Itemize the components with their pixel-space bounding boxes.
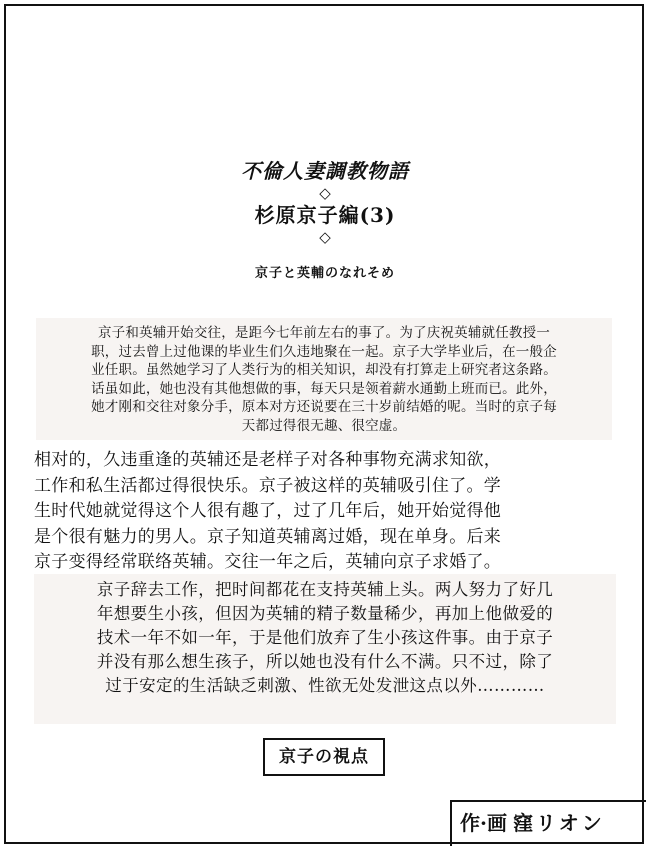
credit-author: 窪リオン: [512, 811, 605, 835]
paragraph-3-line: 京子辞去工作，把时间都花在支持英辅上头。两人努力了好几: [96, 580, 554, 599]
paragraph-1-line: 天都过得很无趣、很空虚。: [241, 417, 407, 434]
paragraph-1-line: 她才刚和交往对象分手，原本对方还说要在三十岁前结婚的呢。当时的京子每: [91, 399, 557, 415]
story-title: 不倫人妻調教物語: [241, 159, 409, 183]
paragraph-1-line: 职，过去曾上过他课的毕业生们久违地聚在一起。京子大学毕业后，在一般企: [91, 343, 557, 360]
paragraph-1-line: 京子和英辅开始交往，是距今七年前左右的事了。为了庆祝英辅就任教授一: [97, 325, 551, 341]
paragraph-3-line: 过于安定的生活缺乏刺激、性欲无处发泄这点以外…………: [105, 676, 545, 695]
paragraph-2-line: 工作和私生活都过得很快乐。京子被这样的英辅吸引住了。学: [34, 475, 502, 496]
paragraph-3-line: 技术一年不如一年，于是他们放弃了生小孩这件事。由于京子: [96, 628, 554, 647]
author-credit: [450, 800, 646, 846]
paragraph-2-line: 相对的，久违重逢的英辅还是老样子对各种事物充满求知欲，: [34, 450, 502, 470]
title-block: [0, 158, 650, 246]
paragraph-2: [34, 448, 614, 576]
paragraph-3: [34, 574, 616, 724]
diamond-divider-1: ◇: [319, 184, 331, 202]
paragraph-2-line: 生时代她就觉得这个人很有趣了，过了几年后，她开始觉得他: [34, 501, 502, 521]
diamond-divider-2: ◇: [319, 228, 331, 246]
credit-label: 作·画: [460, 811, 507, 835]
paragraph-3-line: 并没有那么想生孩子，所以她也没有什么不满。只不过，除了: [96, 652, 554, 671]
paragraph-2-line: 京子变得经常联络英辅。交往一年之后，英辅向京子求婚了。: [34, 552, 502, 572]
paragraph-1-line: 业任职。虽然她学习了人类行为的相关知识，却没有打算走上研究者这条路。: [91, 362, 557, 378]
paragraph-2-line: 是个很有魅力的男人。京子知道英辅离过婚，现在单身。后来: [34, 526, 502, 547]
chapter-title: 京子と英輔のなれそめ: [254, 266, 395, 281]
paragraph-3-line: 年想要生小孩，但因为英辅的精子数量稀少，再加上他做爱的: [96, 604, 554, 623]
viewpoint-label-box: 京子の視点: [263, 738, 385, 776]
paragraph-1: [36, 318, 612, 440]
story-subtitle: 杉原京子編(3): [254, 203, 396, 227]
paragraph-1-line: 话虽如此，她也没有其他想做的事，每天只是领着薪水通勤上班而已。此外，: [91, 380, 557, 397]
